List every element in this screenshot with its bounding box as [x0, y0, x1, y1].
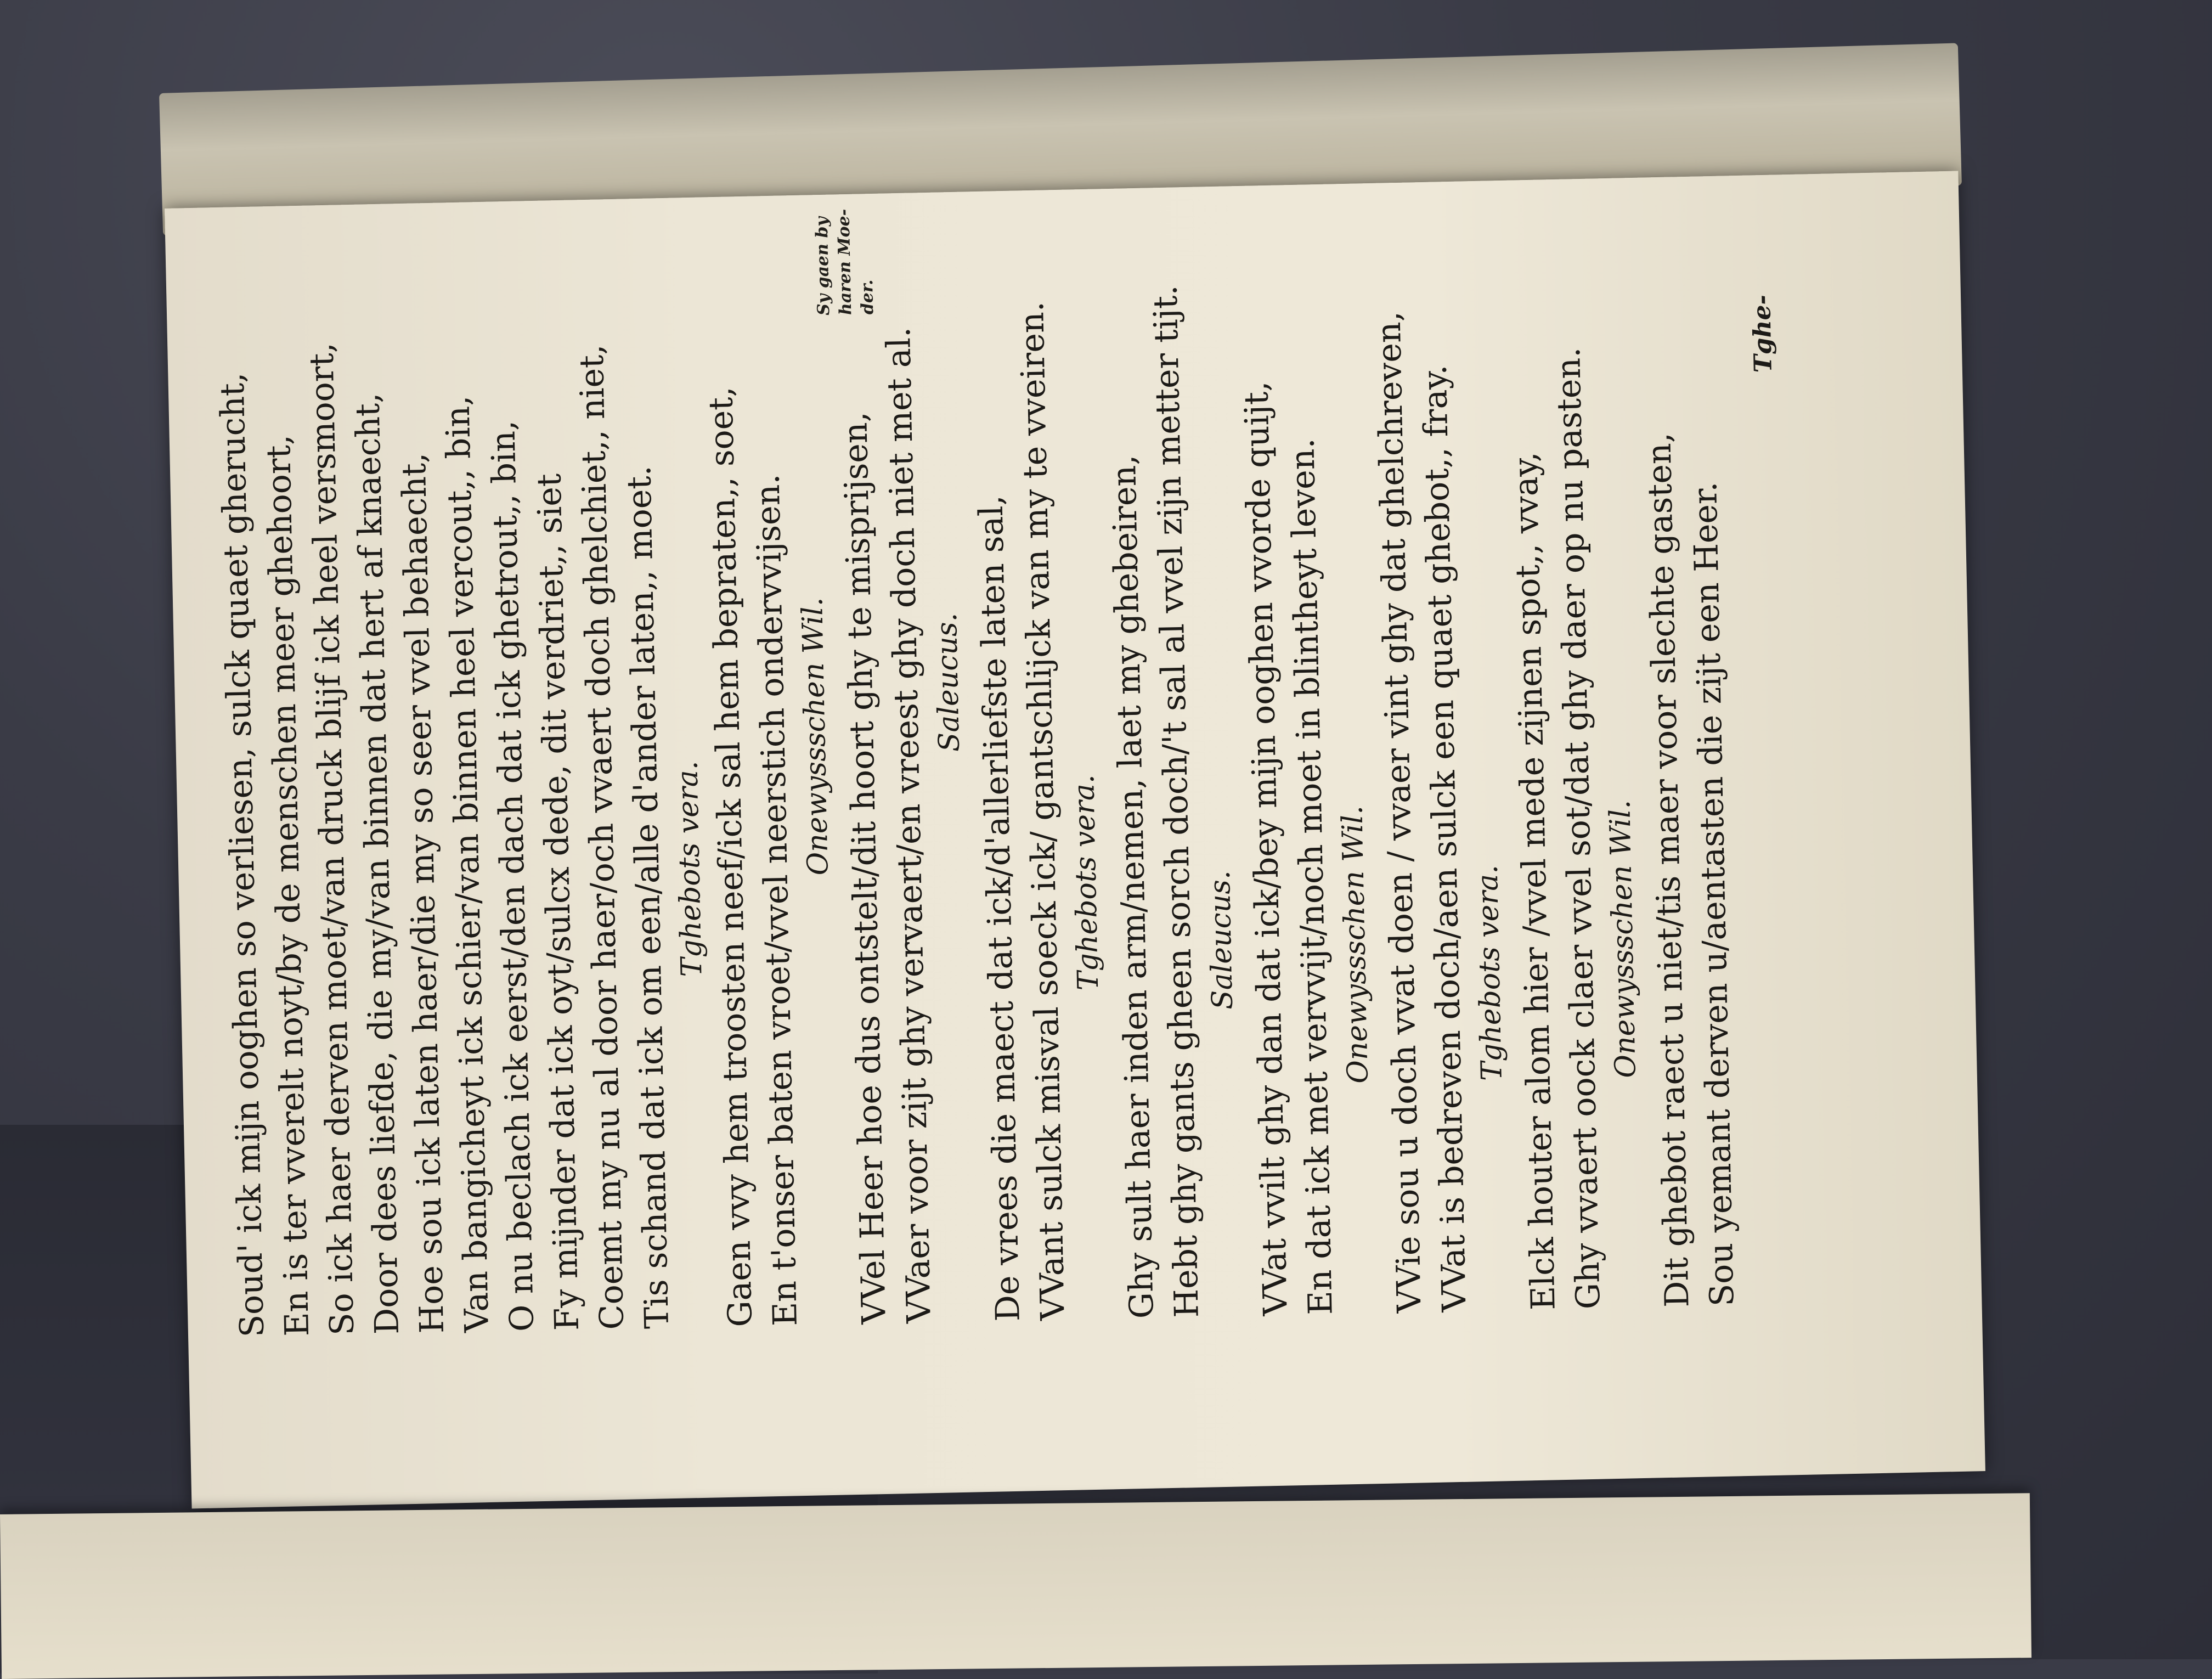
margin-note: haren Moe-	[834, 209, 856, 315]
verse-line: Elck houter alom hier /vvel mede zijnen spot,, vvay,	[1506, 451, 1563, 1311]
verse-line: Van bangicheyt ick schier/van binnen heel vercout,, bin,	[438, 395, 497, 1333]
speaker-heading: Tghebots vera.	[1471, 864, 1509, 1081]
verse-line: Dit ghebot raect u niet/tis maer voor slechte gasten,	[1640, 432, 1697, 1308]
verse-line: O nu beclach ick eerst/den dach dat ick ghetrout,, bin,	[484, 420, 542, 1332]
speaker-heading: Saleucus.	[1203, 870, 1239, 1010]
verse-line: So ick haer derven moet/van druck blijf ick heel versmoort,	[302, 342, 362, 1336]
verse-line: Door dees liefde, die my/van binnen dat hert af knaecht,	[348, 392, 407, 1335]
speaker-heading: Onewyssschen Wil.	[796, 597, 835, 876]
verse-line: En dat ick met vervvijt/noch moet in blintheyt leven.	[1283, 437, 1340, 1316]
margin-note: Sy gaen by	[812, 216, 834, 316]
page-rotated-content	[165, 171, 1985, 1509]
verse-line: En t'onser baten vroet/vvel neerstich ondervvijsen.	[748, 474, 805, 1327]
verse-line: Gaen vvy hem troosten neef/ick sal hem bepraten,, soet,	[702, 386, 760, 1328]
verse-line: De vrees die maect dat ick/d'allerliefste laten sal,	[972, 494, 1028, 1322]
verse-line: Coemt my nu al door haer/och vvaert doch ghelchiet,, niet,	[572, 344, 631, 1331]
verse-line: Soud' ick mijn ooghen so verliesen, sulck quaet gherucht,	[213, 372, 272, 1338]
speaker-heading: Onewyssschen Wil.	[1604, 799, 1643, 1079]
verse-line: Ghy sult haer inden arm/nemen, laet my ghebeiren,	[1104, 454, 1161, 1319]
speaker-heading: Tghebots vera.	[1067, 774, 1105, 991]
verse-line: Hebt ghy gants gheen sorch doch/'t sal al vvel zijn metter tijt.	[1146, 284, 1206, 1319]
verse-line: VVat vvilt ghy dan dat ick/bey mijn ooghen vvorde quijt,	[1237, 381, 1295, 1316]
poem-text	[166, 209, 1833, 1338]
verse-line: VVaer voor zijt ghy vervaert/en vreest ghy doch niet met al.	[879, 326, 939, 1324]
margin-note: der.	[857, 279, 878, 315]
catchword: Tghe-	[1747, 294, 1778, 373]
speaker-heading: Saleucus.	[930, 612, 967, 752]
verse-line: VVat is bedreven doch/aen sulck een quaet ghebot,, fray.	[1415, 364, 1474, 1312]
facing-page	[0, 1493, 2032, 1679]
verse-line: Ghy vvaert oock claer vvel sot/dat ghy daer op nu pasten.	[1549, 347, 1608, 1310]
verse-line: VVie sou u doch vvat doen / vvaer vint ghy dat ghelchreven,	[1369, 311, 1429, 1314]
verse-line: Hoe sou ick laten haer/die my so seer vvel behaecht,	[394, 452, 452, 1334]
speaker-heading: Tghebots vera.	[671, 760, 709, 977]
verse-line: VVel Heer hoe dus ontstelt/dit hoort ghy te misprijsen,	[836, 411, 894, 1325]
verse-line: Tis schand dat ick om een/alle d'ander laten,, moet.	[620, 465, 676, 1329]
verse-line: Fy mijnder dat ick oyt/sulcx dede, dit verdriet,, siet	[530, 473, 586, 1331]
verse-line: Sou yemant derven u/aentasten die zijt een Heer.	[1686, 481, 1742, 1307]
book-page	[165, 171, 1985, 1509]
speaker-heading: Onewyssschen Wil.	[1336, 805, 1375, 1084]
verse-line: En is ter vverelt noyt/by de menschen meer ghehoort,	[259, 434, 317, 1337]
verse-line: VVant sulck misval soeck ick/ gantschlijck van my te vveiren.	[1012, 301, 1073, 1321]
